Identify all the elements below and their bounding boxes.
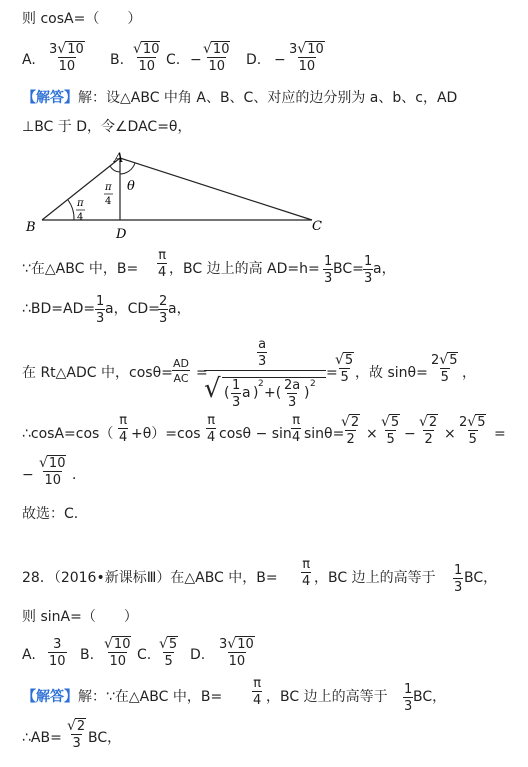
option-b-value: $\frac{√10}{10}$ [133, 41, 160, 74]
frac-2sqrt5-5: $\frac{2√5}{5}$ [431, 352, 458, 385]
frac-a-3: $\frac{a}{3}$ [258, 337, 267, 369]
frac-2sqrt5-5b: $\frac{2√5}{5}$ [459, 414, 486, 447]
option-c-value: $\frac{√10}{10}$ [203, 41, 230, 74]
q28-option-a-label: A. [22, 647, 36, 663]
q28-option-c-value: $\frac{√5}{5}$ [159, 636, 178, 669]
line-4-b: +θ）=cos [131, 426, 201, 442]
line-1-c: BC= [333, 261, 364, 277]
frac-pi-4: $\frac{\pi}{4}$ [158, 248, 167, 280]
frac-2-3: $\frac{2}{3}$ [159, 294, 168, 326]
frac-sqrt2-2: $\frac{√2}{2}$ [341, 414, 360, 447]
q28-option-d-label: D. [190, 647, 206, 663]
q28-prompt: 则 sinA=（ ） [22, 609, 138, 625]
vertex-a-label: A [114, 151, 124, 166]
sqrt-sign: √ [204, 374, 221, 404]
line-3-c: ，故 sinθ= [355, 365, 428, 381]
line-4-d: sinθ= [304, 426, 345, 442]
eq-sign: = [196, 365, 208, 381]
b-angle-den: 4 [77, 212, 84, 223]
line-2-c: a， [168, 301, 191, 317]
frac-pi-4b: $\frac{\pi}{4}$ [119, 413, 128, 445]
frac-1-3b: $\frac{1}{3}$ [364, 254, 373, 286]
q28-head-a: 28．（2016•新课标Ⅲ）在△ABC 中，B= [22, 570, 278, 586]
result-value: $\frac{√10}{10}$ [39, 455, 66, 488]
frac-2a-3: $\frac{2a}{3}$ [284, 378, 301, 410]
option-c-label: C. [166, 52, 181, 68]
option-d-label: D. [246, 52, 262, 68]
frac-pi-4c: $\frac{\pi}{4}$ [207, 413, 216, 445]
q28-answer-line: 【解答】解：∵在△ABC 中，B= [22, 689, 223, 705]
q28-ab-line: ∴AB= [22, 730, 62, 746]
q28-option-a-value: $\frac{3}{10}$ [49, 637, 66, 669]
bad-angle-den: 4 [105, 196, 112, 207]
q28-option-b-value: $\frac{√10}{10}$ [104, 636, 131, 669]
side-ac [120, 158, 312, 220]
q28-frac-1-3: $\frac{1}{3}$ [454, 563, 463, 595]
line-1-d: a， [373, 261, 396, 277]
option-d-minus: − [274, 52, 286, 68]
big-fraction: $\frac{a}{3}$ √ ( $\frac{1}{3}$ a ) 2 +( $\frac{2a}{3}$ ) 2 [204, 338, 326, 412]
vertex-b-label: B [26, 220, 36, 235]
frac-sqrt2-2b: $\frac{√2}{2}$ [419, 414, 438, 447]
q28-head-c: BC， [464, 570, 498, 586]
vertex-d-label: D [116, 227, 127, 242]
line-4-a: ∴cosA=cos（ [22, 426, 114, 442]
frac-1-3-sq: $\frac{1}{3}$ [232, 378, 241, 410]
q28-frac-pi-4: $\frac{\pi}{4}$ [302, 557, 311, 589]
answer-choice: 故选：C. [22, 506, 79, 522]
option-a-value: $\frac{3√10}{10}$ [49, 41, 84, 74]
frac-sqrt5-5: $\frac{√5}{5}$ [335, 352, 354, 385]
frac-1-3: $\frac{1}{3}$ [324, 254, 333, 286]
line-4-c: cosθ − sin [219, 426, 292, 442]
bad-angle-num: π [105, 182, 112, 193]
line-2-a: ∴BD=AD= [22, 301, 96, 317]
theta-label: θ [127, 179, 135, 194]
frac-pi-4d: $\frac{\pi}{4}$ [292, 413, 301, 445]
angle-b-arc [68, 200, 74, 220]
option-c-minus: − [190, 52, 202, 68]
option-a-label: A. [22, 52, 36, 68]
q28-option-d-value: $\frac{3√10}{10}$ [219, 636, 254, 669]
line-1-b: ，BC 边上的高 AD=h= [169, 261, 320, 277]
angle-bad-arc [110, 166, 120, 172]
q28-ans-frac-1-3: $\frac{1}{3}$ [404, 682, 413, 714]
question-prompt: 则 cosA=（ ） [22, 11, 142, 27]
q28-answer-tag: 【解答】 [22, 689, 78, 705]
answer-line-2: ⊥BC 于 D，令∠DAC=θ， [22, 119, 192, 135]
line-3-a: 在 Rt△ADC 中，cosθ= [22, 365, 173, 381]
frac-1-3c: $\frac{1}{3}$ [96, 294, 105, 326]
line-2-b: a，CD= [105, 301, 160, 317]
answer-line-1: 【解答】解：设△ABC 中角 A、B、C、对应的边分别为 a、b、c，AD [22, 90, 458, 106]
option-d-value: $\frac{3√10}{10}$ [289, 41, 324, 74]
q28-ans-frac-pi-4: $\frac{\pi}{4}$ [253, 676, 262, 708]
line-1-a: ∵在△ABC 中，B= [22, 261, 139, 277]
answer-tag: 【解答】 [22, 90, 78, 106]
q28-frac-sqrt2-3: $\frac{√2}{3}$ [67, 718, 86, 751]
b-angle-num: π [77, 198, 84, 209]
vertex-c-label: C [312, 219, 322, 234]
q28-option-b-label: B. [80, 647, 95, 663]
frac-sqrt5-5b: $\frac{√5}{5}$ [381, 414, 400, 447]
q28-head-b: ，BC 边上的高等于 [314, 570, 436, 586]
option-b-label: B. [110, 52, 125, 68]
q28-option-c-label: C. [137, 647, 152, 663]
frac-ad-ac: $\frac{AD}{AC}$ [173, 357, 189, 385]
triangle-figure [22, 148, 332, 244]
